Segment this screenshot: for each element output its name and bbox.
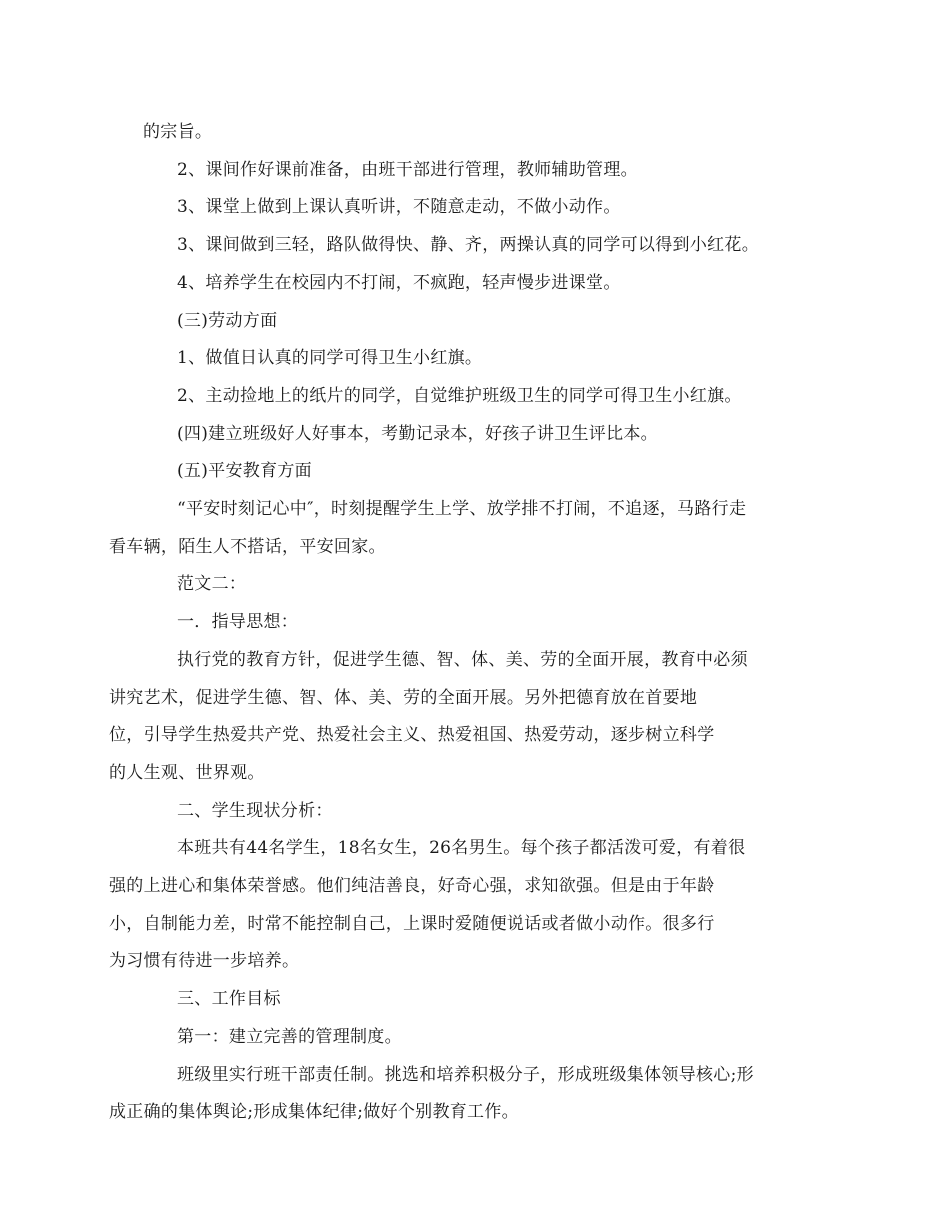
paragraph-line: 2、主动捡地上的纸片的同学，自觉维护班级卫生的同学可得卫生小红旗。	[177, 385, 742, 406]
paragraph	[143, 303, 809, 341]
paragraph	[143, 114, 809, 152]
paragraph-line: 的人生观、世界观。	[109, 762, 265, 783]
paragraph	[109, 491, 809, 566]
paragraph-line: 三、工作目标	[177, 989, 281, 1010]
paragraph-line: 本班共有44名学生，18名女生，26名男生。每个孩子都活泼可爱，有着很	[177, 838, 746, 859]
paragraph	[143, 152, 809, 190]
paragraph	[143, 453, 809, 491]
paragraph	[143, 604, 809, 642]
paragraph	[143, 265, 809, 303]
paragraph-line: (五)平安教育方面	[177, 461, 312, 482]
paragraph	[143, 793, 809, 831]
paragraph-line: (四)建立班级好人好事本，考勤记录本，好孩子讲卫生评比本。	[177, 423, 658, 444]
paragraph-line: (三)劳动方面	[177, 310, 278, 331]
paragraph-line: 强的上进心和集体荣誉感。他们纯洁善良，好奇心强，求知欲强。但是由于年龄	[109, 876, 715, 897]
paragraph	[143, 416, 809, 454]
paragraph	[143, 981, 809, 1019]
paragraph-line: 4、培养学生在校园内不打闹，不疯跑，轻声慢步进课堂。	[177, 272, 621, 293]
paragraph-line: 看车辆，陌生人不搭话，平安回家。	[109, 536, 386, 557]
paragraph-line: 成正确的集体舆论;形成集体纪律;做好个别教育工作。	[109, 1102, 519, 1123]
paragraph	[109, 642, 809, 793]
paragraph	[143, 189, 809, 227]
paragraph-line: “平安时刻记心中″，时刻提醒学生上学、放学排不打闹，不追逐，马路行走	[177, 499, 747, 520]
paragraph-line: 班级里实行班干部责任制。挑选和培养积极分子，形成班级集体领导核心;形	[177, 1064, 754, 1085]
document-body	[109, 114, 809, 1132]
paragraph-line: 2、课间作好课前准备，由班干部进行管理，教师辅助管理。	[177, 159, 638, 180]
paragraph-line: 3、课堂上做到上课认真听讲，不随意走动，不做小动作。	[177, 197, 621, 218]
paragraph	[109, 830, 809, 981]
paragraph	[143, 227, 809, 265]
paragraph-line: 小，自制能力差，时常不能控制自己，上课时爱随便说话或者做小动作。很多行	[109, 913, 715, 934]
paragraph-line: 讲究艺术，促进学生德、智、体、美、劳的全面开展。另外把德育放在首要地	[109, 687, 698, 708]
paragraph	[143, 1019, 809, 1057]
paragraph-line: 第一：建立完善的管理制度。	[177, 1026, 402, 1047]
paragraph-line: 1、做值日认真的同学可得卫生小红旗。	[177, 348, 483, 369]
paragraph-line: 为习惯有待进一步培养。	[109, 951, 300, 972]
paragraph	[109, 1057, 809, 1132]
paragraph-line: 一．指导思想：	[177, 612, 299, 633]
paragraph-line: 的宗旨。	[143, 122, 213, 142]
paragraph	[143, 566, 809, 604]
paragraph-line: 二、学生现状分析：	[177, 800, 333, 821]
paragraph	[143, 378, 809, 416]
paragraph-line: 3、课间做到三轻，路队做得快、静、齐，两操认真的同学可以得到小红花。	[177, 235, 760, 256]
paragraph-line: 执行党的教育方针，促进学生德、智、体、美、劳的全面开展，教育中必须	[177, 649, 748, 670]
paragraph	[143, 340, 809, 378]
paragraph-line: 范文二：	[177, 574, 247, 595]
paragraph-line: 位，引导学生热爱共产党、热爱社会主义、热爱祖国、热爱劳动，逐步树立科学	[109, 725, 715, 746]
